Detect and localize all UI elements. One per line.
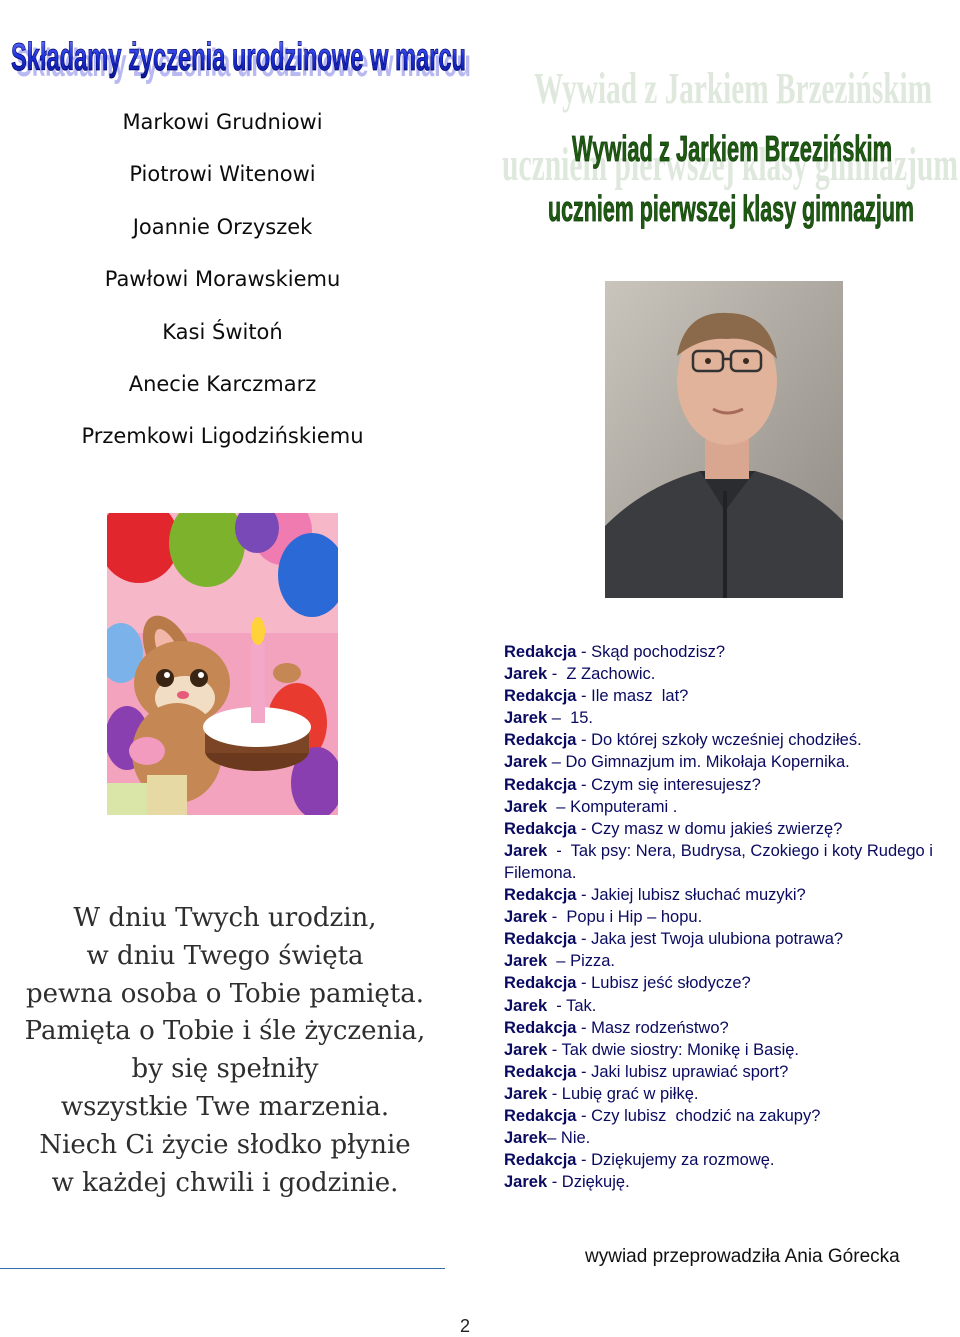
name-item: Joannie Orzyszek [132,214,313,239]
name-item: Kasi Świtoń [162,319,283,344]
line-text: - Dziękujemy za rozmowę. [576,1151,775,1170]
line-text: - Do której szkoły wcześniej chodziłeś. [576,731,862,750]
speaker-label: Jarek [504,1084,548,1103]
interview-line [504,906,954,928]
birthday-bunny-illustration [107,513,338,815]
line-text: – 15. [547,709,594,728]
interview-line [504,972,954,994]
line-text: – Nie. [547,1129,591,1148]
poem-line: pewna osoba o Tobie pamięta. [25,978,425,1009]
line-text: - Dziękuję. [547,1173,630,1192]
speaker-label: Redakcja [504,1151,577,1170]
line-text: - Czy lubisz chodzić na zakupy? [576,1106,821,1125]
interview-line [504,1171,954,1193]
poem-line: wszystkie Twe marzenia. [60,1091,390,1122]
interview-line [504,1017,954,1039]
line-text: - Z Zachowic. [547,665,656,684]
line-text: - Tak psy: Nera, Budrysa, Czokiego i koty Rudego i Filemona. [504,841,938,882]
interview-author: wywiad przeprowadziła Ania Górecka [585,1246,900,1267]
line-text: - Masz rodzeństwo? [576,1018,729,1037]
speaker-label: Jarek [504,841,548,860]
interview-header-graphic [502,58,958,238]
birthday-title: Składamy życzenia urodzinowe w marcu [11,36,466,79]
interview-line [504,884,954,906]
flame [251,617,265,645]
speaker-label: Redakcja [504,974,577,993]
interview-line [504,751,954,773]
speaker-label: Redakcja [504,886,577,905]
name-item: Anecie Karczmarz [128,371,317,396]
speaker-label: Jarek [504,996,548,1015]
interview-line [504,840,944,884]
interview-ghost-title-2: uczniem pierwszej klasy gimnazjum [502,138,958,191]
line-text: - Lubię grać w piłkę. [547,1084,699,1103]
interview-header [502,58,958,238]
birthday-poem [10,900,440,1202]
interview-line [504,818,954,840]
speaker-label: Jarek [504,709,548,728]
name-item: Przemkowi Ligodzińskiemu [81,424,364,449]
interview-line [504,950,954,972]
interview-line [504,641,954,663]
interview-title-1: Wywiad z Jarkiem Brzezińskim [572,128,892,169]
interview-line [504,995,954,1017]
interview-line [504,1149,954,1171]
line-text: – Pizza. [547,952,616,971]
birthday-title-banner [6,8,476,88]
birthday-title-shadow: Składamy życzenia urodzinowe w marcu [16,42,471,85]
line-text: – Komputerami . [547,797,678,816]
interview-line [504,796,954,818]
poem-line: Niech Ci życie słodko płynie [39,1129,411,1160]
speaker-label: Redakcja [504,775,577,794]
interview-line [504,707,954,729]
interview-line [504,1083,954,1105]
interview-line [504,928,954,950]
portrait-image [605,281,843,598]
line-text: – Do Gimnazjum im. Mikołaja Kopernika. [547,753,850,772]
portrait-photo [605,281,843,598]
line-text: - Czym się interesujesz? [576,775,761,794]
interview-line [504,1127,954,1149]
line-text: - Jakiej lubisz słuchać muzyki? [576,886,806,905]
speaker-label: Redakcja [504,1062,577,1081]
speaker-label: Jarek [504,665,548,684]
line-text: - Tak. [547,996,597,1015]
page-number: 2 [460,1316,471,1336]
speaker-label: Jarek [504,1173,548,1192]
name-item: Piotrowi Witenowi [129,162,316,187]
line-text: - Jaka jest Twoja ulubiona potrawa? [576,930,844,949]
line-text: - Popu i Hip – hopu. [547,908,703,927]
speaker-label: Jarek [504,1040,548,1059]
birthday-names-list [20,105,425,472]
footer-divider [0,1268,445,1269]
speaker-label: Jarek [504,797,548,816]
interview-title-2: uczniem pierwszej klasy gimnazjum [548,188,914,229]
speaker-label: Redakcja [504,1106,577,1125]
name-item: Pawłowi Morawskiemu [104,267,341,292]
poem-line: w dniu Twego święta [86,940,364,971]
interview-line [504,685,954,707]
speaker-label: Redakcja [504,819,577,838]
speaker-label: Jarek [504,952,548,971]
interview-line [504,1105,954,1127]
name-item: Markowi Grudniowi [122,110,323,134]
line-text: - Ile masz lat? [576,687,689,706]
birthday-title-graphic [6,8,476,88]
line-text: - Jaki lubisz uprawiać sport? [576,1062,789,1081]
speaker-label: Jarek [504,1129,548,1148]
speaker-label: Jarek [504,753,548,772]
poem-line: Pamięta o Tobie i śle życzenia, [24,1016,426,1047]
speaker-label: Redakcja [504,1018,577,1037]
speaker-label: Redakcja [504,930,577,949]
interview-line [504,774,954,796]
speaker-label: Redakcja [504,687,577,706]
poem-line: by się spełniły [131,1054,319,1085]
candle [251,643,265,723]
birthday-bunny-image [107,513,338,815]
speaker-label: Redakcja [504,731,577,750]
line-text: - Tak dwie siostry: Monikę i Basię. [547,1040,800,1059]
interview-line [504,1039,954,1061]
interview-line [504,1061,954,1083]
interview-line [504,663,954,685]
line-text: - Czy masz w domu jakieś zwierzę? [576,819,843,838]
interview-line [504,729,954,751]
line-text: - Skąd pochodzisz? [576,643,726,661]
line-text: - Lubisz jeść słodycze? [576,974,751,993]
poem-line: w każdej chwili i godzinie. [51,1167,399,1198]
interview-transcript [504,641,954,1193]
interview-ghost-title-1: Wywiad z Jarkiem Brzezińskim [534,64,932,113]
speaker-label: Jarek [504,908,548,927]
speaker-label: Redakcja [504,643,577,661]
poem-line: W dniu Twych urodzin, [73,903,377,933]
